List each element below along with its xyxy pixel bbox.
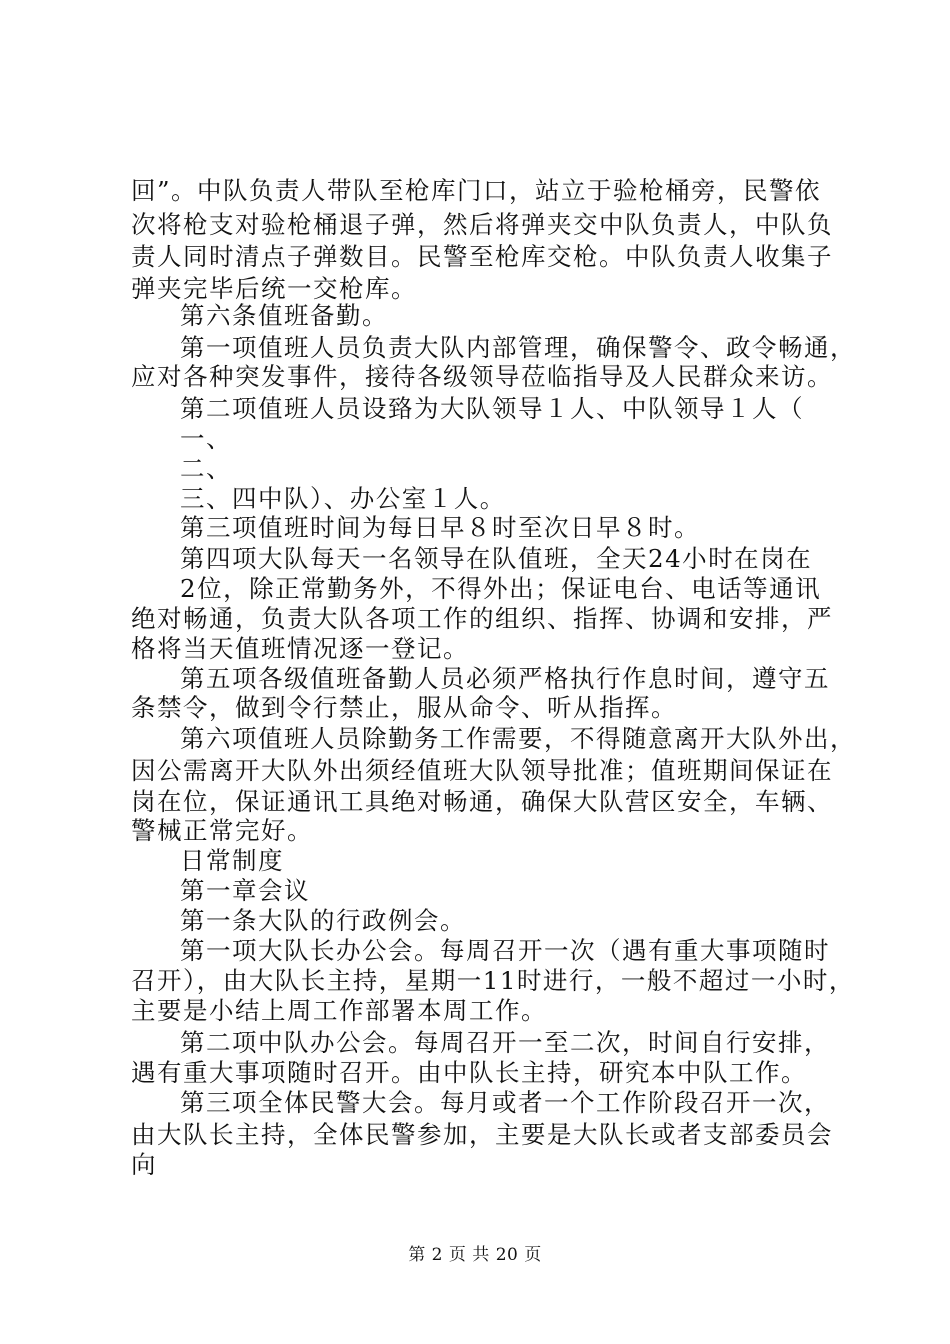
text-line-18: 条禁令，做到令行禁止，服从命令、听从指挥。	[131, 693, 677, 722]
text-line-2: 次将枪支对验枪桶退子弹，然后将弹夹交中队负责人，中队负	[131, 210, 833, 239]
text-line-9: 一、	[180, 424, 232, 453]
text-line-30: 遇有重大事项随时召开。由中队长主持，研究本中队工作。	[131, 1058, 807, 1087]
text-line-25: 第一条大队的行政例会。	[180, 906, 466, 935]
text-line-29: 第二项中队办公会。每周召开一至二次，时间自行安排，	[180, 1028, 830, 1057]
page-footer: 第 2 页 共 20 页	[408, 1245, 542, 1265]
text-line-33: 向	[131, 1150, 157, 1179]
text-line-12: 第三项值班时间为每日早８时至次日早８时。	[180, 513, 700, 542]
text-line-20: 因公需离开大队外出须经值班大队领导批准；值班期间保证在	[131, 756, 833, 785]
text-line-31: 第三项全体民警大会。每月或者一个工作阶段召开一次，	[180, 1088, 830, 1117]
text-line-7: 应对各种突发事件，接待各级领导莅临指导及人民群众来访。	[131, 362, 833, 391]
text-line-8: 第二项值班人员设臵为大队领导１人、中队领导１人（	[180, 394, 804, 423]
text-line-13: 第四项大队每天一名领导在队值班，全天24小时在岗在	[180, 544, 813, 573]
text-line-26: 第一项大队长办公会。每周召开一次（遇有重大事项随时	[180, 936, 830, 965]
text-line-17: 第五项各级值班备勤人员必须严格执行作息时间，遵守五	[180, 664, 830, 693]
text-line-16: 格将当天值班情况逐一登记。	[131, 634, 469, 663]
text-line-23: 日常制度	[180, 846, 284, 875]
text-line-14: 2位，除正常勤务外，不得外出；保证电台、电话等通讯	[180, 574, 822, 603]
text-line-32: 由大队长主持，全体民警参加，主要是大队长或者支部委员会	[131, 1120, 833, 1149]
text-line-6: 第一项值班人员负责大队内部管理，确保警令、政令畅通，	[180, 333, 856, 362]
text-line-27: 召开），由大队长主持，星期一11时进行，一般不超过一小时，	[131, 966, 855, 995]
text-line-5: 第六条值班备勤。	[180, 301, 388, 330]
text-line-1: 回”。中队负责人带队至枪库门口，站立于验枪桶旁，民警依	[131, 176, 822, 205]
text-line-24: 第一章会议	[180, 876, 310, 905]
text-line-19: 第六项值班人员除勤务工作需要，不得随意离开大队外出，	[180, 724, 856, 753]
text-line-15: 绝对畅通，负责大队各项工作的组织、指挥、协调和安排，严	[131, 604, 833, 633]
text-line-11: 三、四中队）、办公室１人。	[180, 484, 506, 513]
text-line-21: 岗在位，保证通讯工具绝对畅通，确保大队营区安全，车辆、	[131, 787, 833, 816]
text-line-28: 主要是小结上周工作部署本周工作。	[131, 996, 547, 1025]
text-line-10: 二、	[180, 454, 232, 483]
text-line-22: 警械正常完好。	[131, 816, 313, 845]
text-line-4: 弹夹完毕后统一交枪库。	[131, 274, 417, 303]
text-line-3: 责人同时清点子弹数目。民警至枪库交枪。中队负责人收集子	[131, 242, 833, 271]
